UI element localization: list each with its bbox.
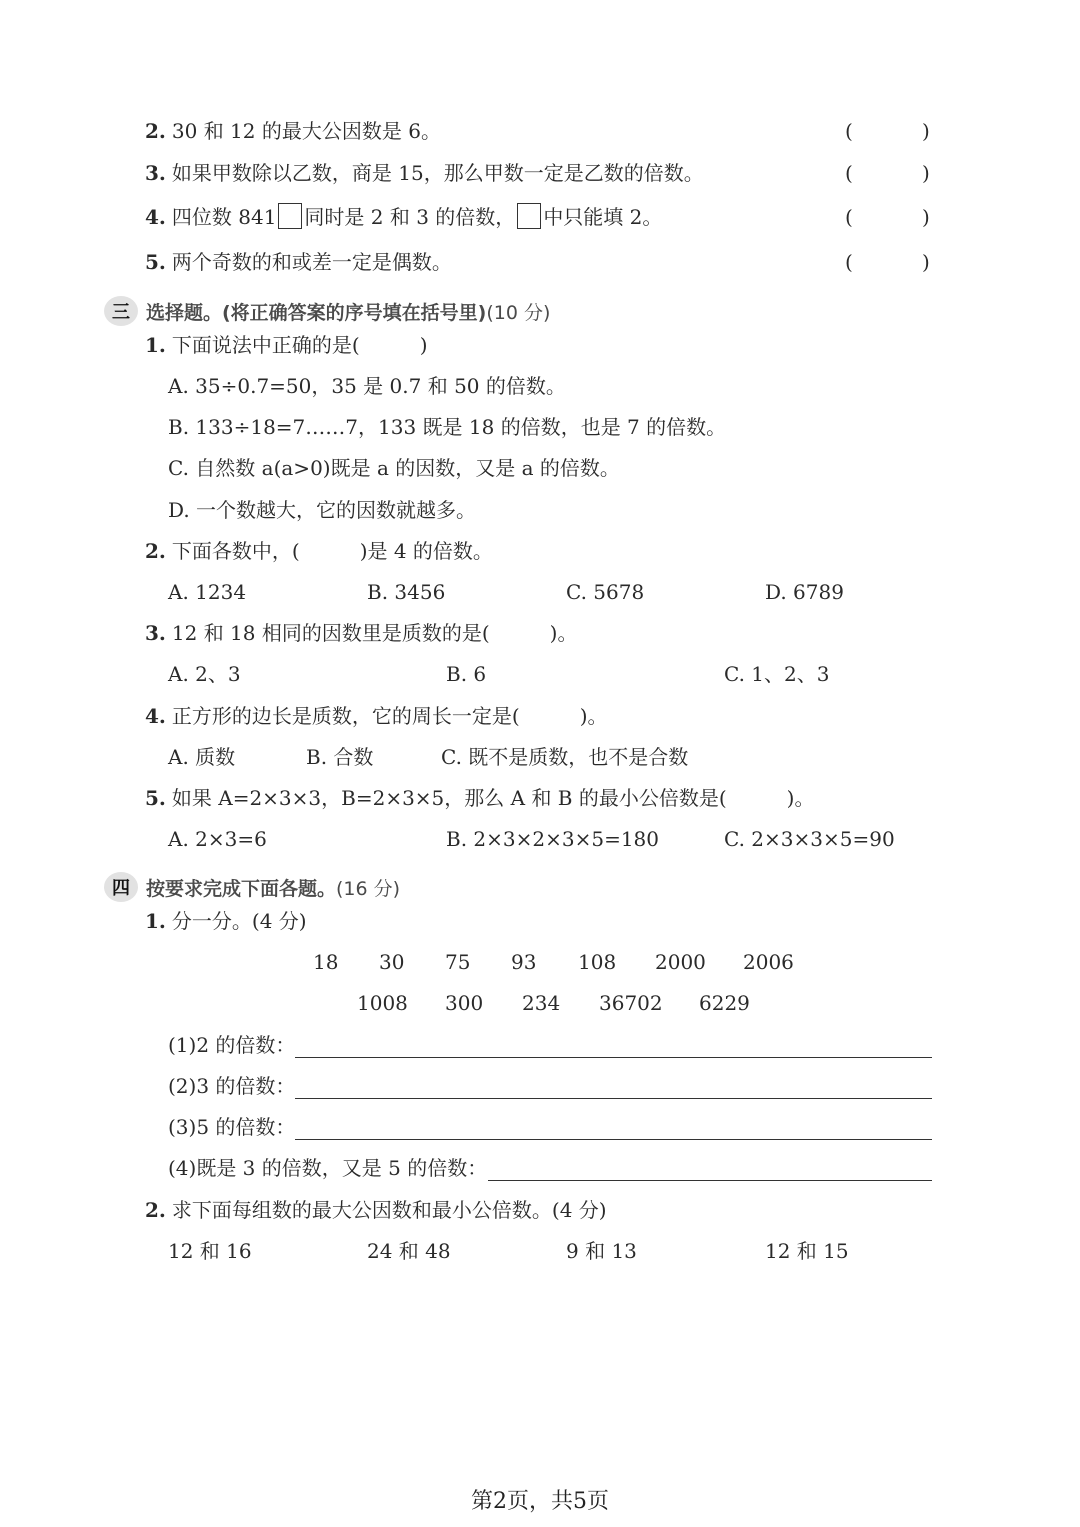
- number-item: 93: [511, 950, 537, 974]
- task-q1: 1. 分一分。(4 分): [145, 909, 307, 933]
- choice-q1: 1. 下面说法中正确的是( ): [145, 333, 428, 357]
- choice-q3: 3. 12 和 18 相同的因数里是质数的是( )。: [145, 621, 578, 645]
- number-group-2: 24 和 48: [367, 1239, 451, 1263]
- digit-box[interactable]: [517, 203, 541, 229]
- choice-q3-option-b: B. 6: [446, 662, 487, 686]
- answer-line-1[interactable]: [295, 1057, 932, 1058]
- answer-paren-2[interactable]: (: [845, 119, 853, 143]
- answer-paren-4[interactable]: (: [845, 205, 853, 229]
- number-group-1: 12 和 16: [168, 1239, 252, 1263]
- choice-q1-option-d: D. 一个数越大，它的因数就越多。: [168, 498, 477, 522]
- judge-item-5: 5. 两个奇数的和或差一定是偶数。: [145, 250, 452, 274]
- choice-q2-option-b: B. 3456: [367, 580, 446, 604]
- choice-q4: 4. 正方形的边长是质数，它的周长一定是( )。: [145, 704, 608, 728]
- choice-q3-option-c: C. 1、2、3: [724, 662, 830, 686]
- answer-paren-2-close: ): [922, 119, 930, 143]
- page-footer: 第2页，共5页: [471, 1489, 609, 1514]
- choice-q5: 5. 如果 A=2×3×3，B=2×3×5，那么 A 和 B 的最小公倍数是( )。: [145, 786, 815, 810]
- section-number-badge: 三: [104, 296, 138, 326]
- choice-q5-option-b: B. 2×3×2×3×5=180: [446, 827, 659, 851]
- choice-q2: 2. 下面各数中，( )是 4 的倍数。: [145, 539, 493, 563]
- blank-label-1: (1)2 的倍数：: [168, 1033, 296, 1057]
- section-title: 按要求完成下面各题。: [146, 877, 337, 900]
- choice-q4-option-b: B. 合数: [306, 745, 374, 769]
- digit-box[interactable]: [278, 203, 302, 229]
- section-points: (10 分): [486, 301, 551, 324]
- section-number-badge: 四: [104, 872, 138, 902]
- number-item: 234: [522, 991, 561, 1015]
- answer-line-3[interactable]: [295, 1139, 932, 1140]
- choice-q1-option-b: B. 133÷18=7……7，133 既是 18 的倍数，也是 7 的倍数。: [168, 415, 727, 439]
- answer-paren-3-close: ): [922, 161, 930, 185]
- number-item: 1008: [357, 991, 408, 1015]
- number-group-3: 9 和 13: [566, 1239, 637, 1263]
- number-item: 2006: [743, 950, 794, 974]
- choice-q2-option-d: D. 6789: [765, 580, 844, 604]
- number-group-4: 12 和 15: [765, 1239, 849, 1263]
- choice-q5-option-a: A. 2×3=6: [168, 827, 267, 851]
- number-item: 2000: [655, 950, 706, 974]
- choice-q5-option-c: C. 2×3×3×5=90: [724, 827, 895, 851]
- choice-q3-option-a: A. 2、3: [168, 662, 241, 686]
- task-q2: 2. 求下面每组数的最大公因数和最小公倍数。(4 分): [145, 1198, 607, 1222]
- number-item: 300: [445, 991, 484, 1015]
- choice-q1-option-a: A. 35÷0.7=50，35 是 0.7 和 50 的倍数。: [168, 374, 566, 398]
- number-item: 30: [379, 950, 405, 974]
- section-title: 选择题。(将正确答案的序号填在括号里): [146, 301, 487, 324]
- answer-line-2[interactable]: [295, 1098, 932, 1099]
- blank-label-3: (3)5 的倍数：: [168, 1115, 296, 1139]
- choice-q4-option-a: A. 质数: [168, 745, 236, 769]
- number-item: 108: [578, 950, 617, 974]
- choice-q2-option-c: C. 5678: [566, 580, 645, 604]
- answer-paren-5-close: ): [922, 250, 930, 274]
- choice-q4-option-c: C. 既不是质数，也不是合数: [441, 745, 689, 769]
- section-4-heading: [104, 870, 400, 904]
- answer-paren-5[interactable]: (: [845, 250, 853, 274]
- number-item: 18: [313, 950, 339, 974]
- blank-label-4: (4)既是 3 的倍数，又是 5 的倍数：: [168, 1156, 488, 1180]
- section-points: (16 分): [336, 877, 401, 900]
- answer-line-4[interactable]: [488, 1180, 932, 1181]
- number-item: 6229: [699, 991, 750, 1015]
- judge-item-3: 3. 如果甲数除以乙数，商是 15，那么甲数一定是乙数的倍数。: [145, 161, 704, 185]
- section-3-heading: [104, 294, 550, 328]
- judge-item-2: 2. 30 和 12 的最大公因数是 6。: [145, 119, 441, 143]
- number-item: 36702: [599, 991, 663, 1015]
- answer-paren-3[interactable]: (: [845, 161, 853, 185]
- number-item: 75: [445, 950, 471, 974]
- blank-label-2: (2)3 的倍数：: [168, 1074, 296, 1098]
- answer-paren-4-close: ): [922, 205, 930, 229]
- choice-q1-option-c: C. 自然数 a(a>0)既是 a 的因数，又是 a 的倍数。: [168, 456, 620, 480]
- judge-item-4: 4. 四位数 841 同时是 2 和 3 的倍数， 中只能填 2。: [145, 205, 663, 229]
- choice-q2-option-a: A. 1234: [168, 580, 247, 604]
